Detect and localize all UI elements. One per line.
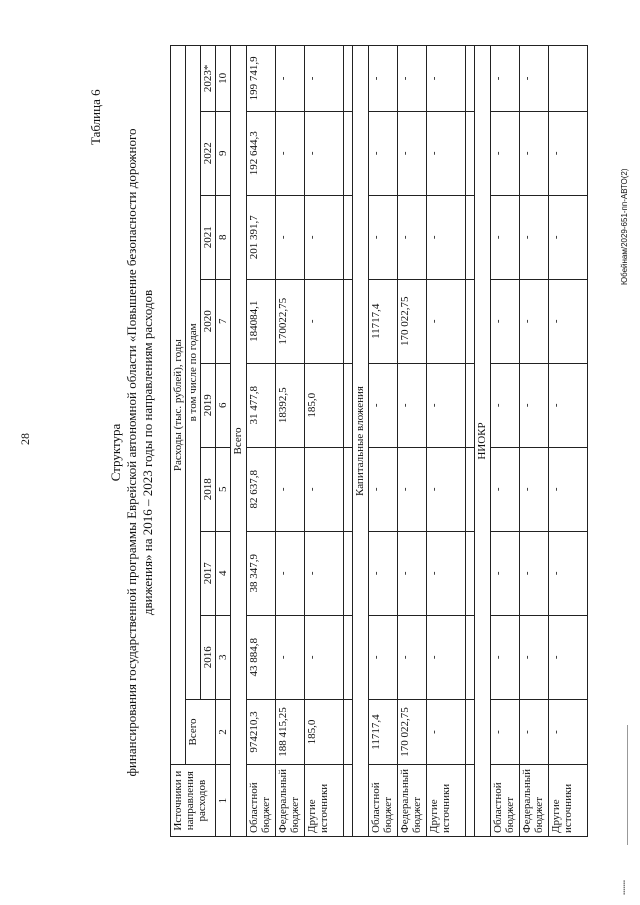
value-cell: -: [520, 699, 549, 765]
value-cell: -: [549, 447, 588, 531]
header-year: 2023*: [201, 46, 216, 112]
spacer-cell: [344, 46, 353, 112]
value-cell: 38 347,9: [247, 531, 276, 615]
table-row: [398, 46, 427, 837]
value-cell: -: [427, 195, 466, 279]
value-cell: 199 741,9: [247, 46, 276, 112]
table-row: [305, 46, 344, 837]
value-cell: -: [369, 447, 398, 531]
spacer-cell: [466, 363, 475, 447]
value-cell: -: [305, 447, 344, 531]
value-cell: -: [276, 447, 305, 531]
value-cell: -: [520, 195, 549, 279]
value-cell: -: [398, 195, 427, 279]
header-total: Всего: [186, 699, 216, 765]
value-cell: -: [427, 363, 466, 447]
header-year: 2019: [201, 363, 216, 447]
value-cell: -: [305, 531, 344, 615]
value-cell: 82 637,8: [247, 447, 276, 531]
row-label: Другие источники: [549, 765, 588, 837]
value-cell: -: [398, 615, 427, 699]
value-cell: -: [276, 195, 305, 279]
column-index: 10: [216, 46, 231, 112]
value-cell: -: [369, 615, 398, 699]
value-cell: -: [491, 111, 520, 195]
value-cell: 185,0: [305, 363, 344, 447]
value-cell: 192 644,3: [247, 111, 276, 195]
value-cell: -: [491, 531, 520, 615]
value-cell: 170 022,75: [398, 279, 427, 363]
table-row: [491, 46, 520, 837]
spacer-cell: [344, 195, 353, 279]
table-label: Таблица 6: [88, 89, 103, 145]
value-cell: -: [491, 447, 520, 531]
value-cell: -: [369, 46, 398, 112]
spacer-cell: [344, 363, 353, 447]
spacer-cell: [466, 615, 475, 699]
value-cell: 974210,3: [247, 699, 276, 765]
value-cell: -: [491, 699, 520, 765]
column-index: 3: [216, 615, 231, 699]
table-row: [247, 46, 276, 837]
table-row: [276, 46, 305, 837]
column-index: 7: [216, 279, 231, 363]
column-index: 9: [216, 111, 231, 195]
title-line-3: движения» на 2016 – 2023 годы по направлениям расходов: [140, 289, 155, 616]
spacer-cell: [344, 765, 353, 837]
value-cell: 170 022,75: [398, 699, 427, 765]
spacer-cell: [466, 279, 475, 363]
value-cell: -: [520, 447, 549, 531]
spacer-cell: [466, 46, 475, 112]
section-title: НИОКР: [475, 46, 491, 837]
column-index: 6: [216, 363, 231, 447]
value-cell: -: [549, 279, 588, 363]
header-year: 2021: [201, 195, 216, 279]
value-cell: -: [369, 531, 398, 615]
value-cell: -: [520, 615, 549, 699]
value-cell: -: [491, 46, 520, 112]
spacer-cell: [466, 765, 475, 837]
value-cell: -: [427, 615, 466, 699]
table-row: [369, 46, 398, 837]
value-cell: [549, 46, 588, 112]
value-cell: -: [305, 46, 344, 112]
value-cell: -: [276, 615, 305, 699]
value-cell: -: [491, 279, 520, 363]
value-cell: -: [427, 279, 466, 363]
spacer-cell: [344, 531, 353, 615]
spacer-cell: [344, 447, 353, 531]
spacer-cell: [466, 447, 475, 531]
document-title: [108, 60, 156, 845]
value-cell: 185,0: [305, 699, 344, 765]
header-year: 2018: [201, 447, 216, 531]
header-expenses: Расходы (тыс. рублей), годы: [171, 46, 186, 765]
table-row: [520, 46, 549, 837]
column-index: 8: [216, 195, 231, 279]
value-cell: -: [491, 195, 520, 279]
value-cell: 31 477,8: [247, 363, 276, 447]
spacer-cell: [344, 279, 353, 363]
section-title: Всего: [231, 46, 247, 837]
row-label: Другие источники: [427, 765, 466, 837]
spacer-cell: [344, 111, 353, 195]
header-year: 2022: [201, 111, 216, 195]
spacer-cell: [344, 699, 353, 765]
header-year: 2017: [201, 531, 216, 615]
value-cell: -: [520, 363, 549, 447]
column-index: 5: [216, 447, 231, 531]
value-cell: -: [427, 531, 466, 615]
value-cell: -: [549, 111, 588, 195]
value-cell: 184084,1: [247, 279, 276, 363]
scan-line: [627, 725, 628, 845]
table-row: [549, 46, 588, 837]
value-cell: -: [398, 447, 427, 531]
value-cell: -: [398, 531, 427, 615]
column-index: 1: [216, 765, 231, 837]
value-cell: -: [276, 531, 305, 615]
value-cell: -: [491, 615, 520, 699]
spacer-cell: [466, 111, 475, 195]
value-cell: 188 415,25: [276, 699, 305, 765]
document-id: Юбейнам/2029-651-пп-АВТО(2): [620, 168, 629, 285]
header-year: 2016: [201, 615, 216, 699]
row-label: Областной бюджет: [369, 765, 398, 837]
value-cell: 170022,75: [276, 279, 305, 363]
value-cell: -: [520, 531, 549, 615]
value-cell: -: [549, 195, 588, 279]
page-number: 28: [18, 433, 32, 445]
value-cell: -: [305, 195, 344, 279]
value-cell: -: [427, 699, 466, 765]
value-cell: -: [398, 363, 427, 447]
value-cell: -: [520, 111, 549, 195]
scan-mark: ▪▪▪▪▪▪▪: [622, 880, 628, 895]
value-cell: -: [398, 46, 427, 112]
value-cell: -: [427, 447, 466, 531]
row-label: Областной бюджет: [247, 765, 276, 837]
value-cell: -: [305, 615, 344, 699]
value-cell: -: [549, 615, 588, 699]
title-line-2: финансирования государственной программы Еврейской автономной области «Повышение безопасности дорожного: [124, 128, 139, 777]
value-cell: -: [491, 363, 520, 447]
column-index: 4: [216, 531, 231, 615]
value-cell: 43 884,8: [247, 615, 276, 699]
value-cell: -: [305, 111, 344, 195]
value-cell: 11717,4: [369, 699, 398, 765]
value-cell: 11717,4: [369, 279, 398, 363]
spacer-cell: [466, 195, 475, 279]
header-year: 2020: [201, 279, 216, 363]
value-cell: -: [549, 699, 588, 765]
row-label: Федеральный бюджет: [398, 765, 427, 837]
value-cell: -: [305, 279, 344, 363]
spacer-cell: [466, 699, 475, 765]
value-cell: -: [549, 531, 588, 615]
value-cell: 201 391,7: [247, 195, 276, 279]
value-cell: -: [369, 363, 398, 447]
header-sources: Источники и направления расходов: [171, 765, 216, 837]
section-title: Капитальные вложения: [353, 46, 369, 837]
financing-table: [170, 45, 588, 837]
spacer-cell: [466, 531, 475, 615]
value-cell: -: [427, 46, 466, 112]
row-label: Федеральный бюджет: [520, 765, 549, 837]
value-cell: -: [276, 111, 305, 195]
spacer-cell: [344, 615, 353, 699]
value-cell: 18392,5: [276, 363, 305, 447]
column-index: 2: [216, 699, 231, 765]
header-including: в том числе по годам: [186, 46, 201, 700]
title-line-1: Структура: [108, 423, 123, 482]
value-cell: -: [520, 46, 549, 112]
value-cell: -: [427, 111, 466, 195]
value-cell: -: [398, 111, 427, 195]
value-cell: -: [520, 279, 549, 363]
row-label: Федеральный бюджет: [276, 765, 305, 837]
value-cell: -: [549, 363, 588, 447]
value-cell: -: [369, 195, 398, 279]
row-label: Другие источники: [305, 765, 344, 837]
value-cell: -: [369, 111, 398, 195]
table-row: [427, 46, 466, 837]
value-cell: -: [276, 46, 305, 112]
row-label: Областной бюджет: [491, 765, 520, 837]
